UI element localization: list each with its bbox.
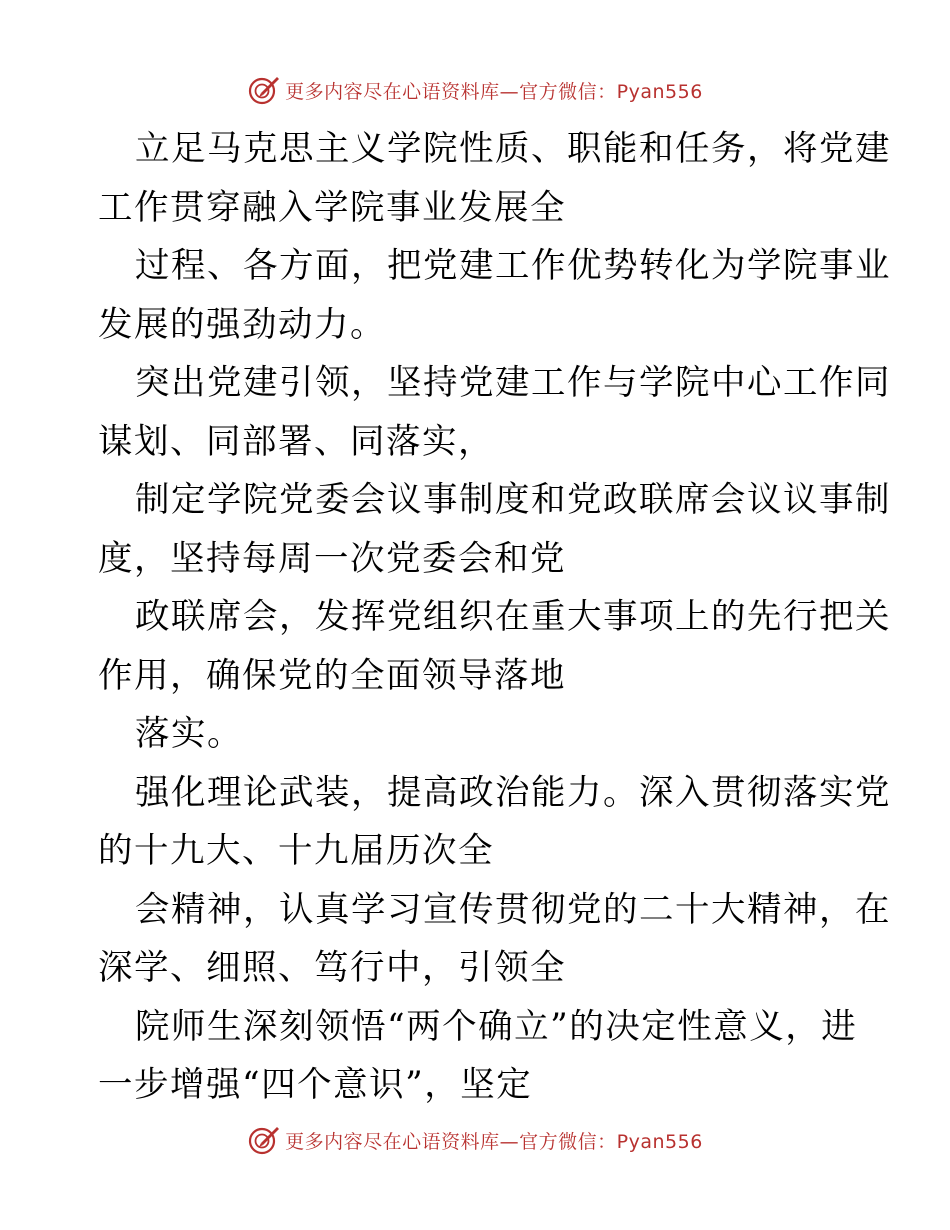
pen-logo-icon (247, 1123, 281, 1157)
footer-watermark (0, 1120, 950, 1160)
text-line: 突出党建引领，坚持党建工作与学院中心工作同 (135, 363, 891, 403)
watermark-text: 更多内容尽在心语资料库—官方微信：Pyan556 (285, 80, 703, 103)
text-line: 立足马克思主义学院性质、职能和任务，将党建 (135, 129, 891, 169)
text-line: 一步增强“四个意识”，坚定 (98, 1065, 533, 1105)
text-line: 度，坚持每周一次党委会和党 (98, 538, 566, 579)
text-line: 的十九大、十九届历次全 (98, 831, 494, 871)
text-line: 谋划、同部署、同落实， (98, 421, 494, 462)
text-line: 强化理论武装，提高政治能力。深入贯彻落实党 (135, 772, 891, 813)
pen-logo-icon (247, 73, 281, 107)
text-line: 落实。 (135, 714, 243, 754)
text-line: 深学、细照、笃行中，引领全 (98, 948, 566, 988)
text-line: 过程、各方面，把党建工作优势转化为学院事业 (135, 246, 891, 286)
text-line: 工作贯穿融入学院事业发展全 (98, 187, 566, 228)
text-line: 政联席会，发挥党组织在重大事项上的先行把关 (135, 597, 891, 637)
text-line: 院师生深刻领悟“两个确立”的决定性意义，进 (135, 1006, 858, 1047)
text-line: 发展的强劲动力。 (98, 304, 386, 345)
header-watermark (0, 70, 950, 110)
text-line: 制定学院党委会议事制度和党政联席会议议事制 (135, 480, 891, 520)
document-body (98, 120, 891, 1115)
text-line: 会精神，认真学习宣传贯彻党的二十大精神，在 (135, 889, 891, 930)
watermark-text: 更多内容尽在心语资料库—官方微信：Pyan556 (285, 1130, 703, 1153)
text-line: 作用，确保党的全面领导落地 (98, 655, 566, 696)
